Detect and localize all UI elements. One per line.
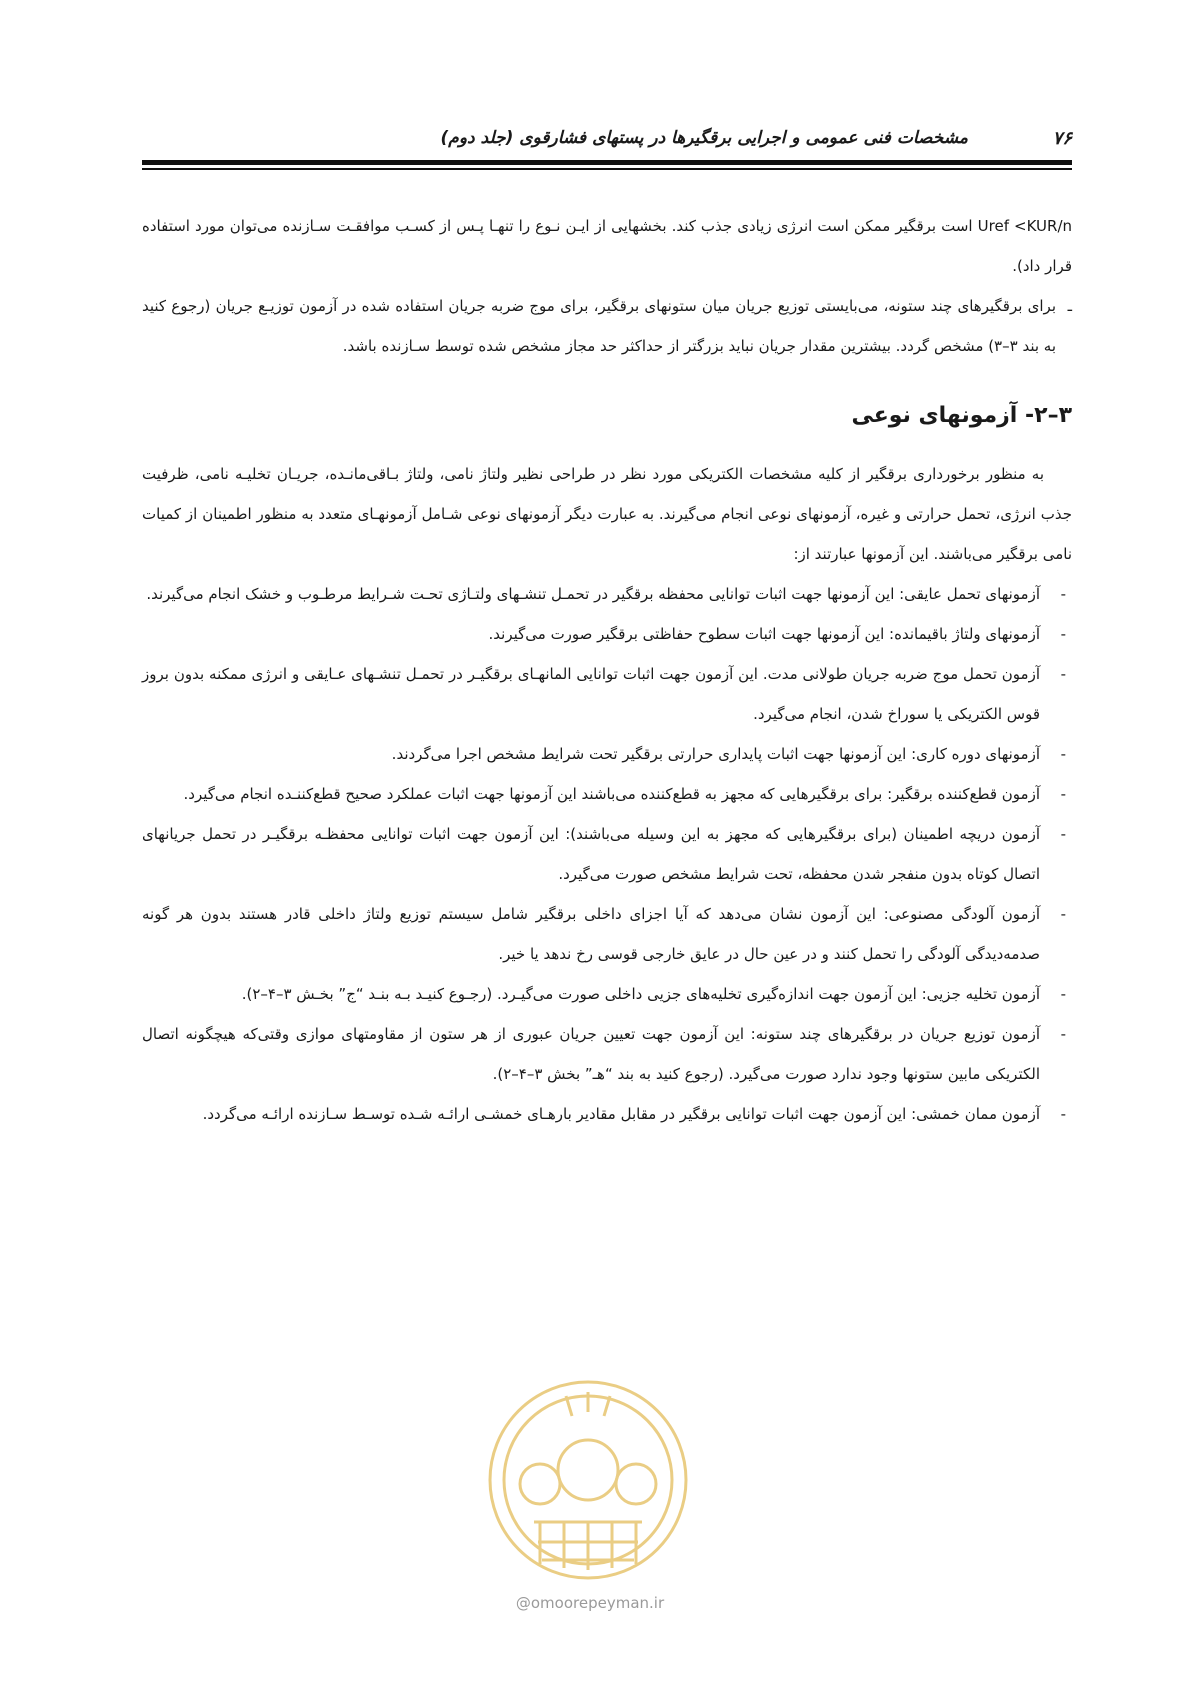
list-item-text: آزمون دریچه اطمینان (برای برقگیرهایی که مجهز به این وسیله می‌باشند): این آزمون جهت اثبات توانایی محفظـه برقگیـر در تحمل جریانهای اتصال کوتاه بدون منفجر شدن محفظه، تحت شرایط مشخص صورت می‌گیرد. — [142, 825, 1040, 883]
list-item — [142, 654, 1072, 734]
list-item — [142, 1014, 1072, 1094]
bullet-dash: - — [1060, 1025, 1066, 1043]
list-item — [142, 574, 1072, 614]
bullet-dash: - — [1060, 665, 1066, 683]
type-tests-list — [142, 574, 1072, 1134]
list-item-text: آزمون تحمل موج ضربه جریان طولانی مدت. این آزمون جهت اثبات توانایی المانهـای برقگیـر در تحمـل تنشـهای عـایقی و انرژی ممکنه بدون بروز قوس الکتریکی یا سوراخ شدن، انجام می‌گیرد. — [142, 665, 1040, 723]
page-body — [142, 206, 1072, 1134]
list-item-text: آزمون ممان خمشی: این آزمون جهت اثبات توانایی برقگیر در مقابل مقادیر بارهـای خمشـی ارائـه شـده توسـط سـازنده ارائـه می‌گردد. — [202, 1105, 1040, 1123]
bullet-dash: - — [1060, 745, 1066, 763]
page-header — [142, 128, 1072, 152]
watermark-url: @omoorepeyman.ir — [515, 1594, 665, 1612]
watermark-seal-icon — [478, 1372, 698, 1602]
page-number: ۷۶ — [1052, 128, 1072, 149]
list-item — [142, 774, 1072, 814]
list-item-text: آزمون آلودگی مصنوعی: این آزمون نشان می‌دهد که آیا اجزای داخلی برقگیر شامل سیستم توزیع ولتاژ داخلی قادر هستند بدون هر گونه صدمه‌دیدگی آلودگی را تحمل کنند و در عین حال در عایق خارجی قوسی رخ ندهد یا خیر. — [142, 905, 1040, 963]
list-item — [142, 814, 1072, 894]
header-rule-thin — [142, 168, 1072, 170]
list-item-text: آزمونهای تحمل عایقی: این آزمونها جهت اثبات توانایی محفظه برقگیر در تحمـل تنشـهای ولتـاژی تحـت شـرایط مرطـوب و خشک انجام می‌گیرند. — [146, 585, 1040, 603]
list-item — [142, 974, 1072, 1014]
bullet-dash: - — [1060, 625, 1066, 643]
multi-column-note — [142, 286, 1072, 366]
list-item-text: آزمونهای دوره کاری: این آزمونها جهت اثبات پایداری حرارتی برقگیر تحت شرایط مشخص اجرا می‌گردند. — [391, 745, 1040, 763]
note-dash: ـ — [1067, 297, 1072, 315]
list-item-text: آزمون توزیع جریان در برقگیرهای چند ستونه: این آزمون جهت تعیین جریان عبوری از هر ستون از مقاومتهای موازی وقتی‌که هیچگونه اتصال الکتریکی مابین ستونها وجود ندارد صورت می‌گیرد. (رجوع کنید به بند “هـ” بخش ۳–۴–۲). — [142, 1025, 1040, 1083]
list-item-text: آزمون تخلیه جزیی: این آزمون جهت اندازه‌گیری تخلیه‌های جزیی داخلی صورت می‌گیـرد. (رجـوع کنیـد بـه بنـد “ج” بخـش ۳–۴–۲). — [241, 985, 1040, 1003]
bullet-dash: - — [1060, 785, 1066, 803]
bullet-dash: - — [1060, 1105, 1066, 1123]
continuation-paragraph: Uref <KUR/n است برقگیر ممکن است انرژی زیادی جذب کند. بخشهایی از ایـن نـوع را تنهـا پـس از کسـب موافقـت سـازنده می‌توان مورد استفاده قرار داد). — [142, 217, 1073, 275]
list-item — [142, 734, 1072, 774]
header-rule-thick — [142, 160, 1072, 165]
list-item — [142, 614, 1072, 654]
section-intro: به منظور برخورداری برقگیر از کلیه مشخصات الکتریکی مورد نظر در طراحی نظیر ولتاژ نامی، ولتاژ بـاقی‌مانـده، جریـان تخلیـه نامی، ظرفیت جذب انرژی، تحمل حرارتی و غیره، آزمونهای نوعی انجام می‌گیرند. به عبارت دیگر آزمونهای نوعی شـامل آزمونهـای متعدد به منظور اطمینان از کمیات نامی برقگیر می‌باشند. این آزمونها عبارتند از: — [142, 465, 1072, 563]
list-item-text: آزمونهای ولتاژ باقیمانده: این آزمونها جهت اثبات سطوح حفاظتی برقگیر صورت می‌گیرند. — [488, 625, 1040, 643]
bullet-dash: - — [1060, 585, 1066, 603]
list-item — [142, 1094, 1072, 1134]
list-item — [142, 894, 1072, 974]
bullet-dash: - — [1060, 825, 1066, 843]
list-item-text: آزمون قطع‌کننده برقگیر: برای برقگیرهایی که مجهز به قطع‌کننده می‌باشند این آزمونها جهت اثبات عملکرد صحیح قطع‌کننـده انجام می‌گیرد. — [183, 785, 1040, 803]
section-heading: ۳–۲- آزمونهای نوعی — [851, 403, 1072, 428]
note-text: برای برقگیرهای چند ستونه، می‌بایستی توزیع جریان میان ستونهای برقگیر، برای موج ضربه جریان استفاده شده در آزمون توزیـع جریان (رجوع کنید به بند ۳–۳) مشخص گردد. بیشترین مقدار جریان نباید بزرگتر از حداکثر حد مجاز مشخص شده توسط سـازنده باشد. — [142, 297, 1056, 355]
bullet-dash: - — [1060, 905, 1066, 923]
running-title: مشخصات فنی عمومی و اجرایی برقگیرها در پستهای فشارقوی (جلد دوم) — [440, 128, 968, 148]
bullet-dash: - — [1060, 985, 1066, 1003]
